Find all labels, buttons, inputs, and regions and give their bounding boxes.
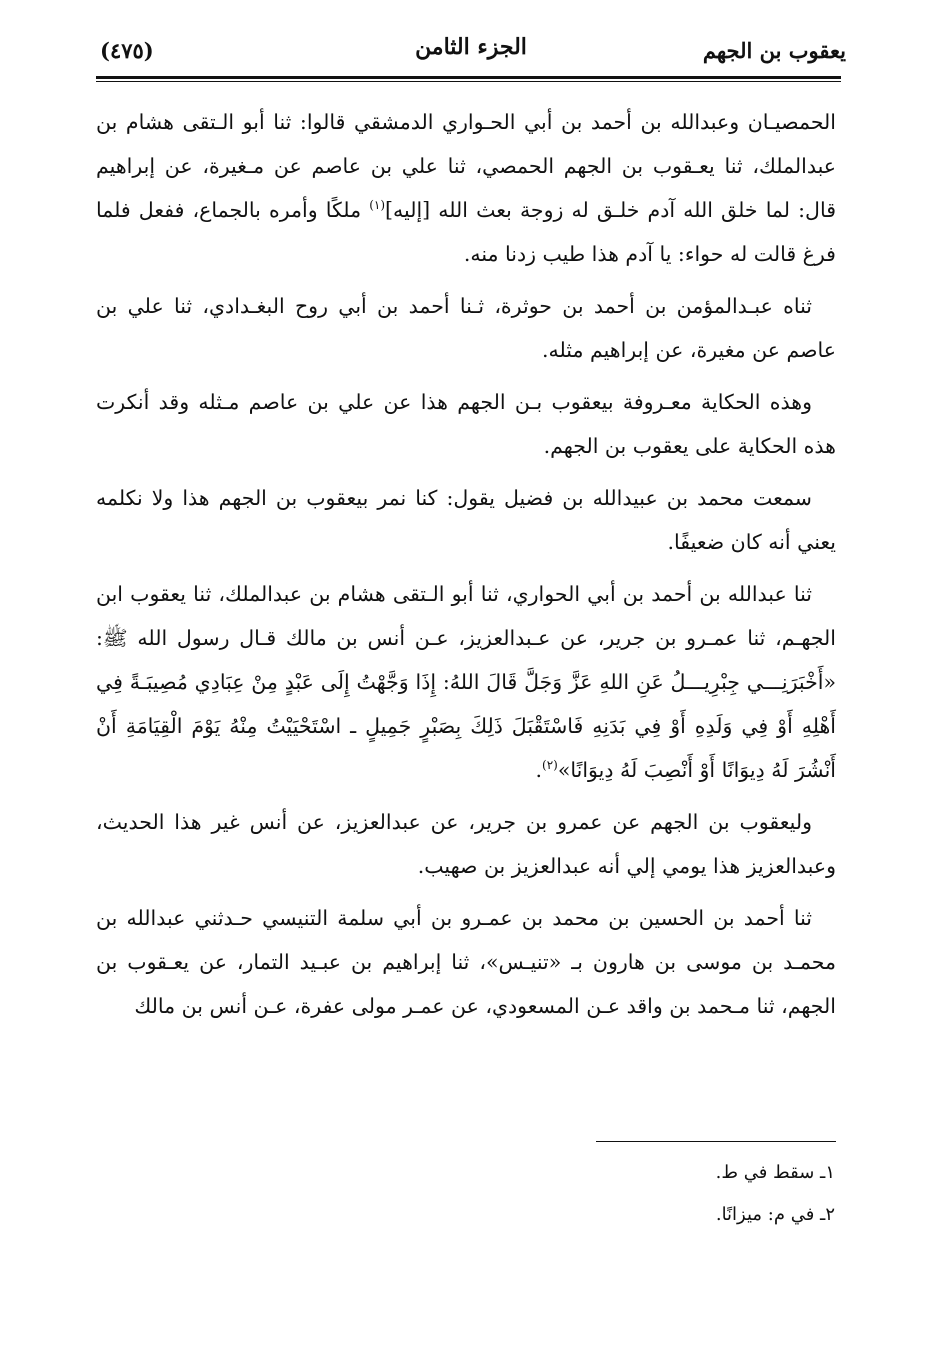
running-title: يعقوب بن الجهم [702,38,846,63]
paragraph-2: ثناه عبـدالمؤمن بن أحمد بن حوثرة، ثـنا أحمد بن أبي روح البغـدادي، ثنا علي بن عاصم عن مغيرة، عن إبراهيم مثله. [96,294,836,362]
footnote-marker-2: (٢) [542,758,558,773]
paragraph-text-tail: . [535,758,542,782]
header-divider [96,76,841,82]
paragraph-5 [96,572,836,792]
footnotes [435,1152,835,1236]
paragraph-1 [96,100,836,276]
body-text [96,100,836,1036]
footnote-2: ٢ـ في م: ميزانًا. [715,1204,835,1225]
footnote-divider [596,1141,836,1142]
paragraph-text-tail: ملكًا وأمره بالجماع، ففعل فلما فرغ قالت له حواء: يا آدم هذا طيب زدنا منه. [96,198,836,266]
paragraph-4: سمعت محمد بن عبيدالله بن فضيل يقول: كنا نمر بيعقوب بن الجهم هذا ولا نكلمه يعني أنه كان ضعيفًا. [96,486,836,554]
paragraph-7: ثنا أحمد بن الحسين بن محمد بن عمـرو بن أبي سلمة التنيسي حـدثني عبدالله بن محمـد بن موسى بن هارون بـ «تنيـس»، ثنا إبراهيم بن عبـيد التمار، عن يعـقوب بن الجهم، ثنا مـحمد بن واقد عـن المسعودي، عن عمـر مولى عفرة، عـن أنس بن مالك [96,906,836,1018]
footnote-1: ١ـ سقط في ط. [715,1162,835,1183]
volume-title: الجزء الثامن [415,34,527,60]
paragraph-text: الحمصيـان وعبدالله بن أحمد بن أبي الحـواري الدمشقي قالوا: ثنا أبو الـتقى هشام بن عبدالملك، ثنا يعـقوب بن الجهم الحمصي، ثنا علي بن عاصم عن مـغيرة، عن إبراهيم قال: لما خلق الله آدم خلـق له زوجة بعث الله [إليه] [96,110,836,222]
paragraph-6: وليعقوب بن الجهم عن عمرو بن جرير، عن عبدالعزيز، عن أنس غير هذا الحديث، وعبدالعزيز هذا يومي إلي أنه عبدالعزيز بن صهيب. [96,810,836,878]
footnote-marker-1: (١) [369,198,386,213]
page-number: (٤٧٥) [100,38,154,63]
page-header [96,30,846,70]
paragraph-text: ثنا عبدالله بن أحمد بن أبي الحواري، ثنا أبو الـتقى هشام بن عبدالملك، ثنا يعقوب ابن الجهـم، ثنا عمـرو بن جرير، عن عـبدالعزيز، عـن أنس بن مالك قـال رسول الله ﷺ: «أَخْبَرَنِـــي جِبْرِيـــلُ عَنِ اللهِ عَزَّ وَجَلَّ قَالَ اللهُ: إِذَا وَجَّهْتُ إِلَى عَبْدٍ مِنْ عِبَادِي مُصِيبَـةً فِي أَهْلِهِ أَوْ فِي وَلَدِهِ أَوْ فِي بَدَنِهِ فَاسْتَقْبَلَ ذَلِكَ بِصَبْرٍ جَمِيلٍ ـ اسْتَحْيَيْتُ مِنْهُ يَوْمَ الْقِيَامَةِ أَنْ أَنْشُرَ لَهُ دِيوَانًا أَوْ أَنْصِبَ لَهُ دِيوَانًا» [96,582,836,782]
paragraph-3: وهذه الحكاية معـروفة بيعقوب بـن الجهم هذا عن علي بن عاصم مـثله وقد أنكرت هذه الحكاية على يعقوب بن الجهم. [96,390,836,458]
